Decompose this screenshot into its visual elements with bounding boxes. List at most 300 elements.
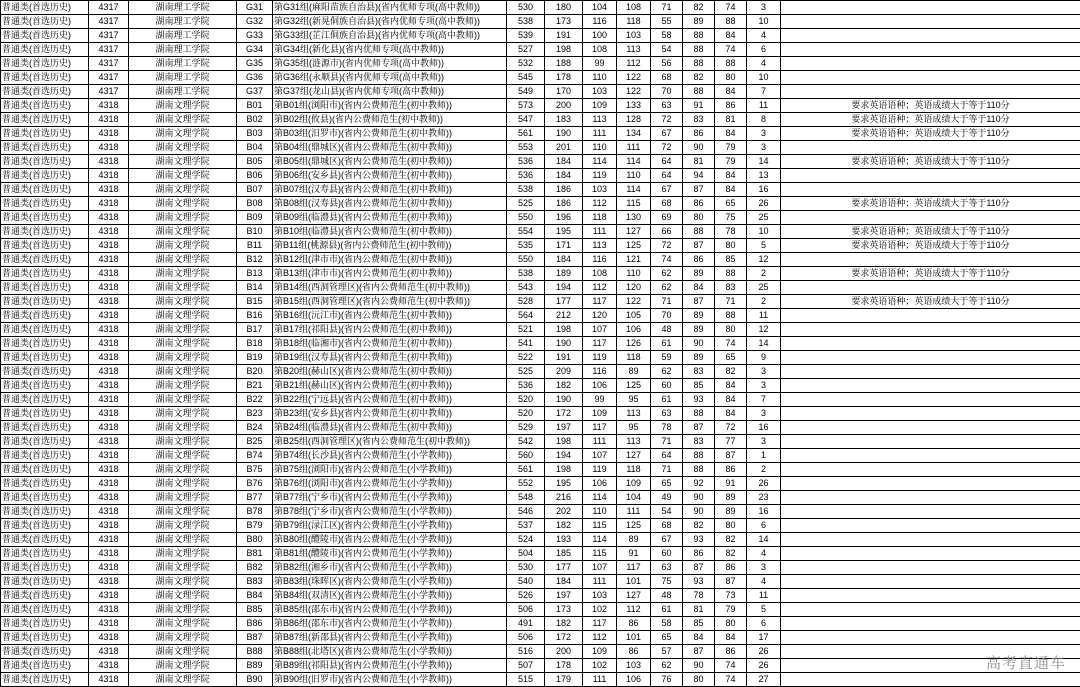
cell-chinese: 103 — [583, 85, 617, 99]
cell-school-code: 4317 — [89, 15, 129, 29]
cell-math: 128 — [617, 113, 651, 127]
cell-group-code: B24 — [237, 421, 273, 435]
cell-foreign: 60 — [651, 547, 683, 561]
cell-rank: 6 — [747, 43, 781, 57]
cell-elective2: 74 — [715, 673, 747, 687]
cell-elective2: 84 — [715, 393, 747, 407]
cell-rank: 4 — [747, 575, 781, 589]
cell-rank: 3 — [747, 379, 781, 393]
cell-school-code: 4318 — [89, 547, 129, 561]
cell-plan: 520 — [507, 407, 545, 421]
cell-min-score: 197 — [545, 589, 583, 603]
cell-school-name: 湖南文理学院 — [129, 575, 237, 589]
cell-category: 普通类(首选历史) — [1, 561, 89, 575]
cell-school-name: 湖南理工学院 — [129, 29, 237, 43]
cell-category: 普通类(首选历史) — [1, 449, 89, 463]
cell-elective2: 86 — [715, 561, 747, 575]
cell-rank: 3 — [747, 141, 781, 155]
cell-group-code: G36 — [237, 71, 273, 85]
cell-note — [781, 309, 1080, 323]
cell-foreign: 60 — [651, 379, 683, 393]
cell-min-score: 190 — [545, 127, 583, 141]
cell-elective1: 88 — [683, 29, 715, 43]
cell-foreign: 63 — [651, 407, 683, 421]
cell-min-score: 178 — [545, 71, 583, 85]
cell-plan: 545 — [507, 71, 545, 85]
cell-school-code: 4318 — [89, 99, 129, 113]
cell-school-name: 湖南文理学院 — [129, 491, 237, 505]
cell-category: 普通类(首选历史) — [1, 365, 89, 379]
table-row — [1, 645, 1080, 659]
cell-foreign: 63 — [651, 99, 683, 113]
cell-elective2: 80 — [715, 519, 747, 533]
cell-school-code: 4318 — [89, 645, 129, 659]
cell-rank: 3 — [747, 407, 781, 421]
table-row — [1, 603, 1080, 617]
cell-school-name: 湖南文理学院 — [129, 435, 237, 449]
cell-plan: 547 — [507, 113, 545, 127]
cell-group-name: 第B05组(鼎城区)(省内公费师范生(初中教师)) — [273, 155, 507, 169]
cell-plan: 528 — [507, 295, 545, 309]
cell-group-code: B23 — [237, 407, 273, 421]
cell-foreign: 54 — [651, 505, 683, 519]
cell-plan: 522 — [507, 351, 545, 365]
cell-foreign: 48 — [651, 323, 683, 337]
cell-note: 要求英语语种；英语成绩大于等于110分 — [781, 197, 1080, 211]
cell-school-name: 湖南文理学院 — [129, 589, 237, 603]
cell-rank: 4 — [747, 29, 781, 43]
cell-plan: 506 — [507, 603, 545, 617]
cell-math: 106 — [617, 673, 651, 687]
cell-elective1: 88 — [683, 407, 715, 421]
cell-math: 121 — [617, 253, 651, 267]
cell-elective1: 87 — [683, 561, 715, 575]
cell-elective1: 82 — [683, 71, 715, 85]
cell-category: 普通类(首选历史) — [1, 421, 89, 435]
cell-category: 普通类(首选历史) — [1, 239, 89, 253]
cell-note: 要求英语语种；英语成绩大于等于110分 — [781, 99, 1080, 113]
cell-group-code: B88 — [237, 645, 273, 659]
cell-school-code: 4318 — [89, 533, 129, 547]
cell-school-code: 4317 — [89, 71, 129, 85]
table-row — [1, 477, 1080, 491]
cell-chinese: 117 — [583, 295, 617, 309]
cell-elective2: 73 — [715, 589, 747, 603]
cell-plan: 526 — [507, 589, 545, 603]
cell-group-name: 第B04组(鼎城区)(省内公费师范生(初中教师)) — [273, 141, 507, 155]
cell-school-name: 湖南文理学院 — [129, 505, 237, 519]
cell-min-score: 194 — [545, 281, 583, 295]
cell-chinese: 102 — [583, 603, 617, 617]
cell-group-code: B13 — [237, 267, 273, 281]
cell-math: 89 — [617, 533, 651, 547]
cell-rank: 4 — [747, 57, 781, 71]
cell-elective1: 90 — [683, 659, 715, 673]
cell-min-score: 186 — [545, 183, 583, 197]
cell-school-code: 4318 — [89, 631, 129, 645]
cell-plan: 550 — [507, 211, 545, 225]
cell-note: 要求英语语种；英语成绩大于等于110分 — [781, 225, 1080, 239]
cell-rank: 3 — [747, 127, 781, 141]
cell-math: 101 — [617, 631, 651, 645]
table-row — [1, 491, 1080, 505]
cell-elective1: 80 — [683, 211, 715, 225]
cell-plan: 539 — [507, 29, 545, 43]
cell-group-code: B25 — [237, 435, 273, 449]
cell-group-name: 第B18组(临湘市)(省内公费师范生(初中教师)) — [273, 337, 507, 351]
cell-math: 103 — [617, 29, 651, 43]
cell-elective2: 72 — [715, 421, 747, 435]
cell-group-code: B08 — [237, 197, 273, 211]
cell-rank: 16 — [747, 183, 781, 197]
cell-chinese: 117 — [583, 421, 617, 435]
cell-chinese: 103 — [583, 183, 617, 197]
cell-elective1: 84 — [683, 281, 715, 295]
cell-math: 130 — [617, 211, 651, 225]
table-row — [1, 113, 1080, 127]
cell-elective2: 84 — [715, 85, 747, 99]
cell-foreign: 58 — [651, 29, 683, 43]
cell-group-name: 第B77组(宁乡市)(省内公费师范生(小学教师)) — [273, 491, 507, 505]
cell-foreign: 62 — [651, 267, 683, 281]
cell-elective1: 87 — [683, 645, 715, 659]
cell-math: 112 — [617, 603, 651, 617]
cell-plan: 530 — [507, 1, 545, 15]
cell-category: 普通类(首选历史) — [1, 519, 89, 533]
cell-elective2: 75 — [715, 211, 747, 225]
cell-group-name: 第G36组(永顺县)(省内优师专项(高中教师)) — [273, 71, 507, 85]
cell-group-code: B82 — [237, 561, 273, 575]
cell-min-score: 184 — [545, 253, 583, 267]
cell-plan: 491 — [507, 617, 545, 631]
cell-chinese: 112 — [583, 631, 617, 645]
cell-elective2: 86 — [715, 463, 747, 477]
cell-group-name: 第B08组(汉寿县)(省内公费师范生(初中教师)) — [273, 197, 507, 211]
cell-math: 126 — [617, 337, 651, 351]
cell-school-code: 4318 — [89, 589, 129, 603]
table-row — [1, 253, 1080, 267]
cell-math: 113 — [617, 407, 651, 421]
cell-school-name: 湖南文理学院 — [129, 323, 237, 337]
cell-school-code: 4318 — [89, 477, 129, 491]
cell-group-code: B10 — [237, 225, 273, 239]
cell-rank: 3 — [747, 365, 781, 379]
cell-school-name: 湖南文理学院 — [129, 547, 237, 561]
cell-category: 普通类(首选历史) — [1, 659, 89, 673]
cell-rank: 14 — [747, 155, 781, 169]
cell-foreign: 71 — [651, 1, 683, 15]
cell-foreign: 67 — [651, 533, 683, 547]
cell-note — [781, 29, 1080, 43]
cell-chinese: 110 — [583, 141, 617, 155]
cell-school-name: 湖南文理学院 — [129, 267, 237, 281]
cell-group-code: B90 — [237, 673, 273, 687]
cell-min-score: 200 — [545, 645, 583, 659]
table-row — [1, 617, 1080, 631]
cell-group-name: 第B15组(西洞管理区)(省内公费师范生(初中教师)) — [273, 295, 507, 309]
cell-note — [781, 589, 1080, 603]
cell-rank: 26 — [747, 645, 781, 659]
table-row — [1, 155, 1080, 169]
cell-min-score: 190 — [545, 337, 583, 351]
cell-category: 普通类(首选历史) — [1, 379, 89, 393]
cell-school-code: 4318 — [89, 211, 129, 225]
cell-foreign: 54 — [651, 43, 683, 57]
cell-note — [781, 519, 1080, 533]
cell-chinese: 113 — [583, 113, 617, 127]
cell-min-score: 209 — [545, 365, 583, 379]
cell-category: 普通类(首选历史) — [1, 155, 89, 169]
cell-note — [781, 533, 1080, 547]
cell-category: 普通类(首选历史) — [1, 281, 89, 295]
cell-foreign: 67 — [651, 127, 683, 141]
cell-note — [781, 141, 1080, 155]
cell-group-code: B01 — [237, 99, 273, 113]
cell-group-code: B18 — [237, 337, 273, 351]
cell-math: 89 — [617, 365, 651, 379]
cell-school-code: 4317 — [89, 85, 129, 99]
cell-elective1: 88 — [683, 463, 715, 477]
cell-elective2: 88 — [715, 15, 747, 29]
table-row — [1, 239, 1080, 253]
cell-school-name: 湖南文理学院 — [129, 183, 237, 197]
cell-note — [781, 393, 1080, 407]
cell-school-code: 4317 — [89, 57, 129, 71]
table-row — [1, 225, 1080, 239]
table-row — [1, 631, 1080, 645]
cell-school-code: 4318 — [89, 491, 129, 505]
cell-school-code: 4318 — [89, 463, 129, 477]
cell-group-name: 第B10组(临澧县)(省内公费师范生(初中教师)) — [273, 225, 507, 239]
cell-plan: 538 — [507, 267, 545, 281]
cell-rank: 4 — [747, 547, 781, 561]
cell-group-code: B20 — [237, 365, 273, 379]
table-row — [1, 323, 1080, 337]
cell-math: 110 — [617, 169, 651, 183]
cell-elective1: 92 — [683, 477, 715, 491]
table-row — [1, 127, 1080, 141]
cell-elective1: 89 — [683, 323, 715, 337]
cell-note — [781, 463, 1080, 477]
cell-category: 普通类(首选历史) — [1, 533, 89, 547]
cell-group-name: 第B89组(祁阳县)(省内公费师范生(小学教师)) — [273, 659, 507, 673]
cell-school-code: 4318 — [89, 323, 129, 337]
table-row — [1, 197, 1080, 211]
cell-math: 117 — [617, 561, 651, 575]
cell-math: 95 — [617, 421, 651, 435]
cell-school-code: 4318 — [89, 197, 129, 211]
cell-elective1: 86 — [683, 197, 715, 211]
cell-group-code: B86 — [237, 617, 273, 631]
cell-rank: 5 — [747, 239, 781, 253]
cell-category: 普通类(首选历史) — [1, 603, 89, 617]
cell-elective2: 91 — [715, 477, 747, 491]
cell-category: 普通类(首选历史) — [1, 127, 89, 141]
cell-school-name: 湖南文理学院 — [129, 659, 237, 673]
cell-category: 普通类(首选历史) — [1, 631, 89, 645]
cell-category: 普通类(首选历史) — [1, 99, 89, 113]
cell-elective2: 84 — [715, 631, 747, 645]
table-row — [1, 1, 1080, 15]
cell-group-code: G37 — [237, 85, 273, 99]
table-row — [1, 183, 1080, 197]
cell-elective1: 88 — [683, 225, 715, 239]
cell-school-code: 4318 — [89, 575, 129, 589]
cell-category: 普通类(首选历史) — [1, 57, 89, 71]
cell-min-score: 179 — [545, 673, 583, 687]
cell-min-score: 196 — [545, 211, 583, 225]
cell-note — [781, 169, 1080, 183]
cell-chinese: 117 — [583, 337, 617, 351]
cell-category: 普通类(首选历史) — [1, 505, 89, 519]
cell-elective1: 86 — [683, 127, 715, 141]
cell-category: 普通类(首选历史) — [1, 211, 89, 225]
cell-rank: 1 — [747, 449, 781, 463]
cell-plan: 536 — [507, 155, 545, 169]
cell-school-name: 湖南文理学院 — [129, 253, 237, 267]
cell-chinese: 112 — [583, 197, 617, 211]
cell-note — [781, 323, 1080, 337]
cell-elective2: 74 — [715, 43, 747, 57]
cell-group-code: B76 — [237, 477, 273, 491]
cell-note: 要求英语语种；英语成绩大于等于110分 — [781, 127, 1080, 141]
cell-math: 118 — [617, 15, 651, 29]
cell-group-code: B89 — [237, 659, 273, 673]
cell-rank: 2 — [747, 295, 781, 309]
cell-group-name: 第B24组(临澧县)(省内公费师范生(初中教师)) — [273, 421, 507, 435]
cell-note — [781, 407, 1080, 421]
cell-chinese: 119 — [583, 463, 617, 477]
cell-school-code: 4318 — [89, 281, 129, 295]
cell-math: 105 — [617, 309, 651, 323]
cell-rank: 3 — [747, 1, 781, 15]
cell-min-score: 172 — [545, 407, 583, 421]
cell-note — [781, 421, 1080, 435]
cell-min-score: 191 — [545, 351, 583, 365]
cell-rank: 25 — [747, 211, 781, 225]
cell-chinese: 107 — [583, 561, 617, 575]
cell-group-name: 第B01组(浏阳市)(省内公费师范生(初中教师)) — [273, 99, 507, 113]
cell-school-code: 4318 — [89, 673, 129, 687]
table-row — [1, 547, 1080, 561]
cell-category: 普通类(首选历史) — [1, 197, 89, 211]
cell-math: 125 — [617, 519, 651, 533]
cell-school-name: 湖南文理学院 — [129, 379, 237, 393]
cell-chinese: 109 — [583, 645, 617, 659]
cell-category: 普通类(首选历史) — [1, 351, 89, 365]
cell-plan: 552 — [507, 477, 545, 491]
cell-plan: 550 — [507, 253, 545, 267]
cell-group-code: B03 — [237, 127, 273, 141]
cell-math: 110 — [617, 267, 651, 281]
cell-foreign: 68 — [651, 71, 683, 85]
table-row — [1, 561, 1080, 575]
cell-school-name: 湖南文理学院 — [129, 463, 237, 477]
cell-group-name: 第B25组(西洞管理区)(省内公费师范生(初中教师)) — [273, 435, 507, 449]
cell-category: 普通类(首选历史) — [1, 547, 89, 561]
cell-plan: 520 — [507, 393, 545, 407]
cell-plan: 521 — [507, 323, 545, 337]
cell-elective1: 82 — [683, 1, 715, 15]
cell-chinese: 108 — [583, 267, 617, 281]
cell-rank: 11 — [747, 99, 781, 113]
cell-note — [781, 673, 1080, 687]
cell-note — [781, 281, 1080, 295]
cell-chinese: 108 — [583, 43, 617, 57]
cell-group-name: 第G35组(涟源市)(省内优师专项(高中教师)) — [273, 57, 507, 71]
cell-chinese: 110 — [583, 505, 617, 519]
cell-school-name: 湖南文理学院 — [129, 645, 237, 659]
cell-foreign: 72 — [651, 113, 683, 127]
cell-chinese: 119 — [583, 169, 617, 183]
cell-group-name: 第B87组(新邵县)(省内公费师范生(小学教师)) — [273, 631, 507, 645]
cell-group-name: 第B74组(长沙县)(省内公费师范生(小学教师)) — [273, 449, 507, 463]
table-row — [1, 337, 1080, 351]
cell-plan: 543 — [507, 281, 545, 295]
cell-rank: 14 — [747, 533, 781, 547]
cell-elective1: 90 — [683, 491, 715, 505]
cell-note — [781, 379, 1080, 393]
cell-note — [781, 561, 1080, 575]
cell-school-name: 湖南文理学院 — [129, 239, 237, 253]
cell-elective1: 82 — [683, 519, 715, 533]
cell-plan: 507 — [507, 659, 545, 673]
cell-note — [781, 617, 1080, 631]
cell-category: 普通类(首选历史) — [1, 113, 89, 127]
cell-foreign: 58 — [651, 617, 683, 631]
cell-rank: 25 — [747, 281, 781, 295]
cell-min-score: 182 — [545, 617, 583, 631]
cell-chinese: 111 — [583, 575, 617, 589]
cell-min-score: 216 — [545, 491, 583, 505]
cell-plan: 542 — [507, 435, 545, 449]
cell-group-name: 第B22组(宁远县)(省内公费师范生(初中教师)) — [273, 393, 507, 407]
cell-min-score: 170 — [545, 85, 583, 99]
cell-min-score: 198 — [545, 463, 583, 477]
cell-foreign: 61 — [651, 393, 683, 407]
cell-foreign: 66 — [651, 225, 683, 239]
cell-foreign: 59 — [651, 351, 683, 365]
cell-rank: 2 — [747, 267, 781, 281]
cell-elective2: 86 — [715, 99, 747, 113]
cell-note — [781, 477, 1080, 491]
cell-school-name: 湖南文理学院 — [129, 449, 237, 463]
cell-elective1: 89 — [683, 351, 715, 365]
cell-elective2: 89 — [715, 505, 747, 519]
cell-note — [781, 57, 1080, 71]
cell-group-name: 第G31组(麻阳苗族自治县)(省内优师专项(高中教师)) — [273, 1, 507, 15]
cell-group-name: 第B88组(北塔区)(省内公费师范生(小学教师)) — [273, 645, 507, 659]
cell-note — [781, 365, 1080, 379]
cell-elective1: 83 — [683, 113, 715, 127]
table-row — [1, 309, 1080, 323]
cell-chinese: 119 — [583, 351, 617, 365]
cell-group-code: B84 — [237, 589, 273, 603]
cell-note — [781, 491, 1080, 505]
cell-chinese: 106 — [583, 477, 617, 491]
cell-school-name: 湖南理工学院 — [129, 71, 237, 85]
cell-plan: 524 — [507, 533, 545, 547]
cell-note — [781, 547, 1080, 561]
cell-min-score: 173 — [545, 15, 583, 29]
cell-category: 普通类(首选历史) — [1, 589, 89, 603]
cell-category: 普通类(首选历史) — [1, 393, 89, 407]
table-row — [1, 141, 1080, 155]
cell-group-code: B09 — [237, 211, 273, 225]
cell-school-code: 4318 — [89, 659, 129, 673]
cell-school-name: 湖南文理学院 — [129, 197, 237, 211]
cell-school-name: 湖南文理学院 — [129, 337, 237, 351]
